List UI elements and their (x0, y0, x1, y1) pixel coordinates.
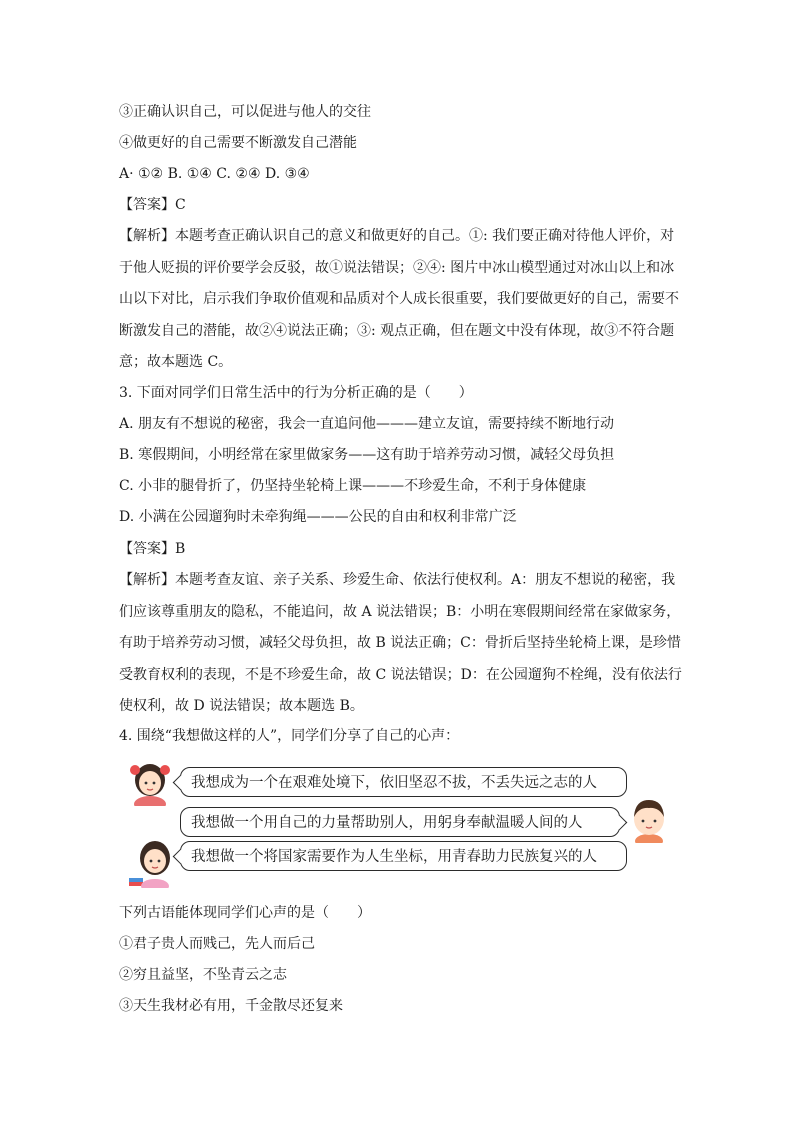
q4-option-3: ③天生我材必有用，千金散尽还复来 (119, 998, 343, 1014)
q3-option-a: A. 朋友有不想说的秘密，我会一直追问他———建立友谊，需要持续不断地行动 (119, 416, 615, 432)
q2-option-3: ③正确认识自己，可以促进与他人的交往 (119, 104, 371, 120)
q2-answer: 【答案】C (119, 197, 186, 213)
analysis-line: 【解析】本题考查正确认识自己的意义和做更好的自己。①: 我们要正确对待他人评价，对 (119, 228, 675, 244)
q4-option-2: ②穷且益坚，不坠青云之志 (119, 967, 287, 983)
analysis-line: 【解析】本题考查友谊、亲子关系、珍爱生命、依法行使权利。A：朋友不想说的秘密，我 (119, 572, 676, 588)
q3-answer: 【答案】B (119, 541, 186, 557)
q4-option-1: ①君子贵人而贱己，先人而后己 (119, 936, 315, 952)
analysis-line: 受教育权利的表现，不是不珍爱生命，故 C 说法错误；D：在公园遛狗不栓绳，没有依法行 (119, 666, 682, 683)
q4-stem: 4. 围绕“我想做这样的人”，同学们分享了自己的心声： (119, 728, 460, 744)
q4-question: 下列古语能体现同学们心声的是（ ） (119, 905, 371, 921)
speech-bubble-1: 我想成为一个在艰难处境下，依旧坚忍不拔，不丢失远之志的人 (180, 767, 627, 797)
q3-option-d: D. 小满在公园遛狗时未牵狗绳———公民的自由和权利非常广泛 (119, 509, 517, 525)
q2-analysis (119, 221, 677, 379)
girl-with-bows-avatar (125, 756, 175, 806)
q3-option-c: C. 小非的腿骨折了，仍坚持坐轮椅上课———不珍爱生命，不利于身体健康 (119, 478, 587, 494)
q2-option-4: ④做更好的自己需要不断激发自己潜能 (119, 135, 357, 151)
analysis-line: 于他人贬损的评价要学会反驳，故①说法错误；②④: 图片中冰山模型通过对冰山以上和冰 (119, 259, 675, 276)
speech-bubble-2: 我想做一个用自己的力量帮助别人，用躬身奉献温暖人间的人 (180, 807, 620, 837)
analysis-line: 有助于培养劳动习惯，减轻父母负担，故 B 说法正确；C：骨折后坚持坐轮椅上课，是珍惜 (119, 635, 681, 651)
girl-with-books-avatar (125, 834, 177, 888)
q2-choices: A· ①② B. ①④ C. ②④ D. ③④ (119, 166, 310, 182)
q3-analysis (119, 565, 682, 723)
analysis-line: 断激发自己的潜能，故②④说法正确；③: 观点正确，但在题文中没有体现，故③不符合题 (119, 322, 675, 339)
analysis-line: 们应该尊重朋友的隐私，不能追问，故 A 说法错误；B：小明在寒假期间经常在家做家务， (119, 603, 681, 620)
analysis-line: 山以下对比，启示我们争取价值观和品质对个人成长很重要，我们要做更好的自己，需要不 (119, 291, 679, 307)
analysis-line: 使权利，故 D 说法错误；故本题选 B。 (119, 698, 364, 714)
analysis-line: 意；故本题选 C。 (119, 354, 233, 370)
q3-option-b: B. 寒假期间，小明经常在家里做家务——这有助于培养劳动习惯，减轻父母负担 (119, 447, 615, 463)
q3-stem: 3. 下面对同学们日常生活中的行为分析正确的是（ ） (119, 385, 473, 401)
speech-bubble-3: 我想做一个将国家需要作为人生坐标，用青春助力民族复兴的人 (180, 841, 627, 871)
boy-avatar (626, 795, 672, 843)
